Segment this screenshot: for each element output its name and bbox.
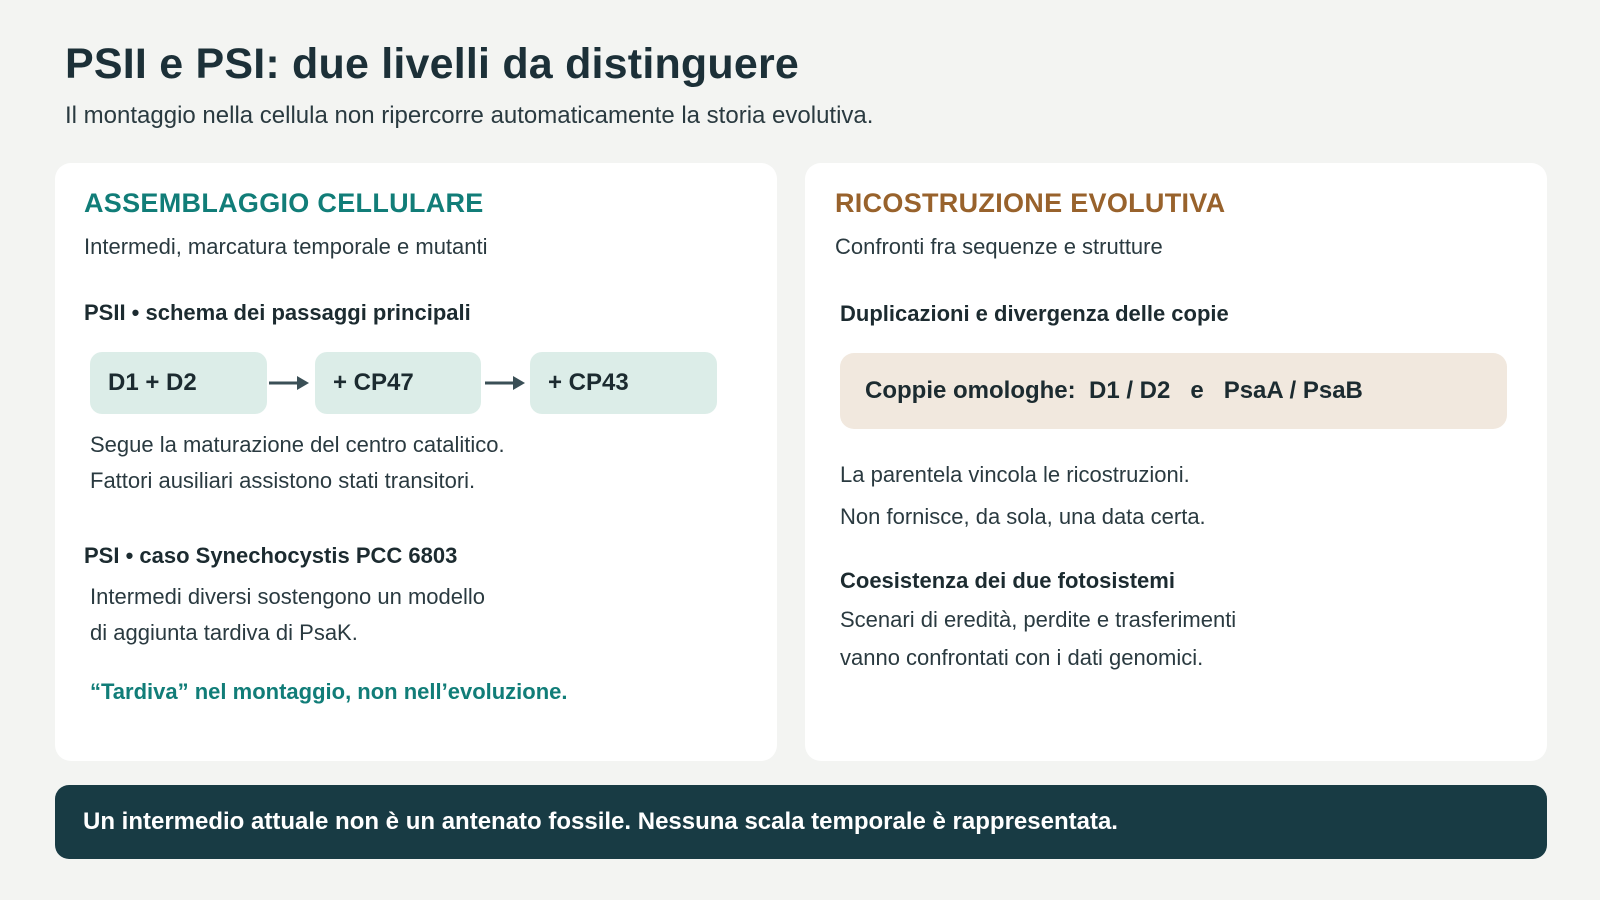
duplication-description-line: Non fornisce, da sola, una data certa.	[840, 504, 1206, 529]
duplication-section-title: Duplicazioni e divergenza delle copie	[840, 301, 1229, 326]
coexistence-description-line: Scenari di eredità, perdite e trasferimenti	[840, 607, 1237, 632]
psi-callout: “Tardiva” nel montaggio, non nell’evoluzione.	[90, 679, 568, 704]
psi-description-line: Intermedi diversi sostengono un modello	[90, 584, 486, 609]
psii-step-cp43: + CP43	[530, 352, 717, 414]
psii-step-cp47: + CP47	[315, 352, 481, 414]
page-title: PSII e PSI: due livelli da distinguere	[65, 40, 800, 88]
coexistence-section-title: Coesistenza dei due fotosistemi	[840, 568, 1175, 593]
cellular-assembly-subheading: Intermedi, marcatura temporale e mutanti	[84, 234, 488, 259]
psi-description-line: di aggiunta tardiva di PsaK.	[90, 620, 358, 645]
psii-section-title: PSII • schema dei passaggi principali	[84, 300, 471, 325]
step-arrow-icon	[483, 374, 527, 392]
evolutionary-reconstruction-heading: RICOSTRUZIONE EVOLUTIVA	[835, 188, 1226, 218]
psii-step-d1-d2: D1 + D2	[90, 352, 267, 414]
evolutionary-reconstruction-card	[805, 163, 1547, 761]
cellular-assembly-card	[55, 163, 777, 761]
step-arrow-icon	[267, 374, 311, 392]
psii-description-line: Segue la maturazione del centro catalitico.	[90, 432, 505, 457]
evolutionary-reconstruction-subheading: Confronti fra sequenze e strutture	[835, 234, 1163, 259]
footer-banner	[55, 785, 1547, 859]
cellular-assembly-heading: ASSEMBLAGGIO CELLULARE	[84, 188, 484, 218]
duplication-description-line: La parentela vincola le ricostruzioni.	[840, 462, 1190, 487]
page-subtitle: Il montaggio nella cellula non ripercorre automaticamente la storia evolutiva.	[65, 102, 874, 129]
footer-note: Un intermedio attuale non è un antenato fossile. Nessuna scala temporale è rappresentata.	[83, 808, 1118, 835]
psi-section-title: PSI • caso Synechocystis PCC 6803	[84, 543, 458, 568]
psii-description-line: Fattori ausiliari assistono stati transitori.	[90, 468, 476, 493]
coexistence-description-line: vanno confrontati con i dati genomici.	[840, 645, 1204, 670]
homologous-pairs-box: Coppie omologhe: D1 / D2 e PsaA / PsaB	[840, 353, 1507, 429]
